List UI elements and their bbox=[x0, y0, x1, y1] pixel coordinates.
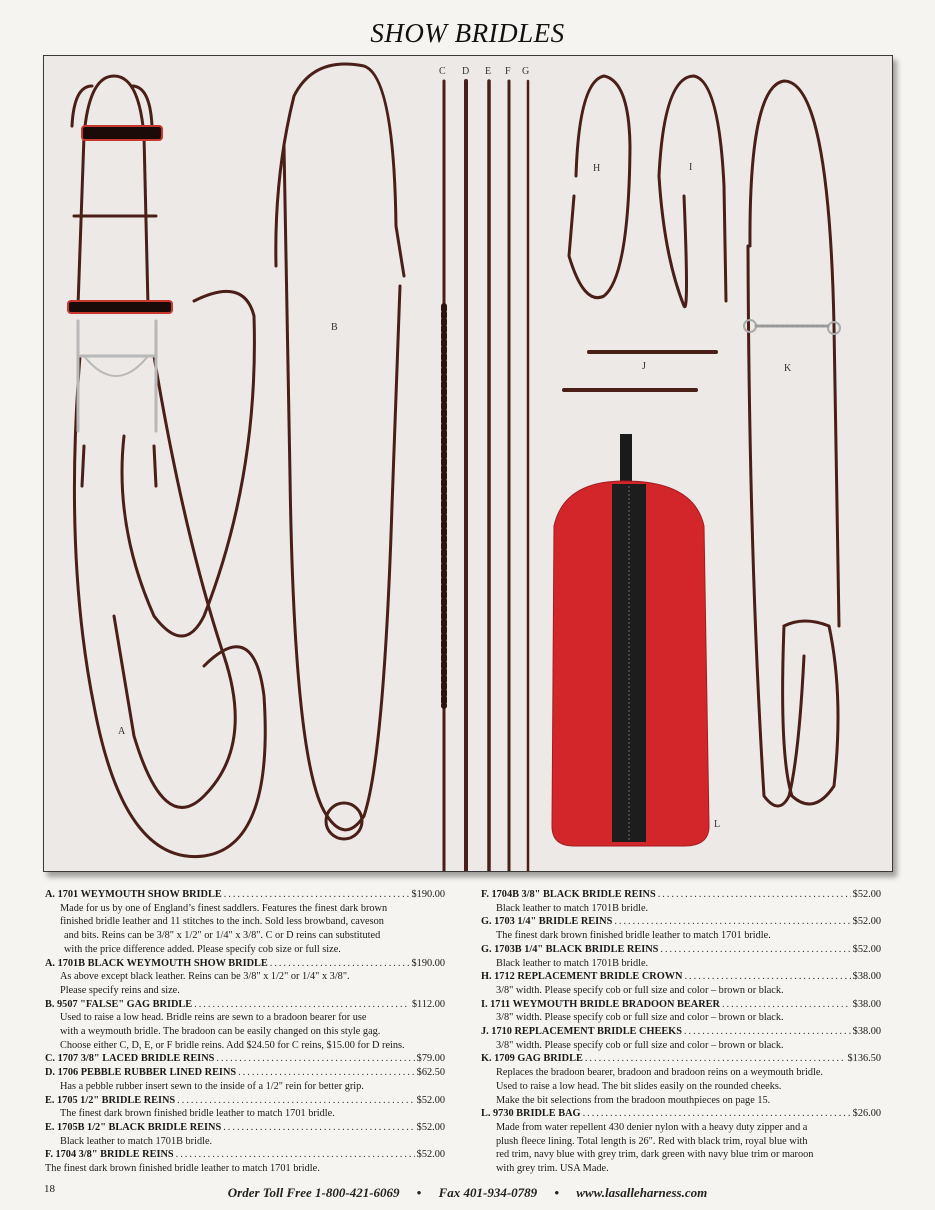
entry-heading-row bbox=[481, 1107, 881, 1121]
entry-heading-row bbox=[45, 1066, 445, 1080]
dot-leader bbox=[684, 970, 850, 984]
entry-description-line: with the price difference added. Please specify cob size or full size. bbox=[64, 943, 341, 955]
label-k: K bbox=[784, 363, 792, 374]
entry-description-line: Black leather to match 1701B bridle. bbox=[496, 902, 649, 914]
dot-leader bbox=[658, 888, 851, 902]
dot-leader bbox=[684, 1025, 851, 1039]
catalog-entry bbox=[481, 1107, 881, 1176]
catalog-entry bbox=[481, 915, 881, 942]
entry-description-line: Used to raise a low head. The bit slides easily on the rounded cheeks. bbox=[496, 1080, 782, 1092]
dot-leader bbox=[224, 888, 410, 902]
entry-title: G. 1703B 1/4" BLACK BRIDLE REINS bbox=[481, 943, 659, 955]
entry-price: $52.00 bbox=[852, 943, 881, 955]
catalog-entry bbox=[45, 1148, 445, 1175]
label-j: J bbox=[642, 361, 646, 372]
catalog-entry bbox=[481, 943, 881, 970]
entry-price: $38.00 bbox=[852, 971, 881, 983]
entry-description-line: red trim, navy blue with grey trim, dark green with navy blue trim or maroon bbox=[496, 1149, 814, 1161]
gag-bridle-k-image bbox=[744, 81, 840, 806]
label-a: A bbox=[118, 726, 126, 737]
dot-leader bbox=[722, 998, 851, 1012]
catalog-entry bbox=[481, 970, 881, 997]
entry-price: $79.00 bbox=[416, 1053, 445, 1065]
dot-leader bbox=[194, 998, 410, 1012]
entry-heading-row bbox=[481, 1025, 881, 1039]
entry-price: $52.00 bbox=[852, 889, 881, 900]
entry-description-line: The finest dark brown finished bridle leather to match 1701 bridle. bbox=[60, 1108, 335, 1120]
entry-title: L. 9730 BRIDLE BAG bbox=[481, 1108, 581, 1120]
entry-title: C. 1707 3/8" LACED BRIDLE REINS bbox=[45, 1053, 215, 1065]
caveson-image bbox=[68, 301, 172, 313]
bridle-reins-image bbox=[444, 81, 528, 871]
entry-heading-row bbox=[45, 1121, 445, 1135]
entry-description-line: with grey trim. USA Made. bbox=[496, 1163, 609, 1175]
catalog-entry bbox=[481, 1052, 881, 1107]
footer-separator: • bbox=[554, 1185, 559, 1200]
entry-description-line: Made for us by one of England’s finest saddlers. Features the finest dark brown bbox=[60, 902, 388, 914]
page-number: 18 bbox=[44, 1183, 55, 1195]
entry-title: E. 1705B 1/2" BLACK BRIDLE REINS bbox=[45, 1121, 222, 1133]
entry-title: J. 1710 REPLACEMENT BRIDLE CHEEKS bbox=[481, 1026, 682, 1038]
entry-heading-row bbox=[45, 1148, 445, 1162]
entry-title: G. 1703 1/4" BRIDLE REINS bbox=[481, 916, 613, 928]
entry-description-line: Please specify reins and size. bbox=[60, 984, 180, 996]
entry-heading-row bbox=[481, 943, 881, 957]
footer-contact bbox=[0, 1185, 935, 1201]
entry-description-line: Choose either C, D, E, or F bridle reins. Add $24.50 for C reins, $15.00 for D reins. bbox=[60, 1039, 405, 1051]
entry-description-line: Black leather to match 1701B bridle. bbox=[60, 1135, 213, 1147]
dot-leader bbox=[585, 1052, 846, 1066]
label-g: G bbox=[522, 66, 530, 77]
dot-leader bbox=[176, 1148, 415, 1162]
entry-heading-row bbox=[481, 915, 881, 929]
entry-heading-row bbox=[481, 998, 881, 1012]
catalog-entry bbox=[45, 998, 445, 1053]
entry-title: E. 1705 1/2" BRIDLE REINS bbox=[45, 1094, 176, 1106]
order-phone: Order Toll Free 1-800-421-6069 bbox=[227, 1185, 400, 1200]
catalog-entry bbox=[45, 1121, 445, 1148]
entry-description-line: finished bridle leather and 11 stitches to the inch. Sold less browband, caveson bbox=[60, 916, 384, 928]
entry-price: $52.00 bbox=[416, 1149, 445, 1161]
entry-price: $38.00 bbox=[852, 998, 881, 1010]
website-link[interactable]: www.lasalleharness.com bbox=[576, 1185, 708, 1200]
entry-description-line: 3/8" width. Please specify cob or full size and color – brown or black. bbox=[496, 1039, 784, 1051]
entry-description-line: and bits. Reins can be 3/8" x 1/2" or 1/4" x 3/8". C or D reins can substituted bbox=[64, 930, 381, 942]
entry-title: D. 1706 PEBBLE RUBBER LINED REINS bbox=[45, 1067, 237, 1079]
entry-price: $38.00 bbox=[852, 1026, 881, 1038]
dot-leader bbox=[660, 943, 850, 957]
entry-heading-row bbox=[45, 998, 445, 1012]
browband-image bbox=[82, 126, 162, 140]
entry-price: $52.00 bbox=[416, 1121, 445, 1133]
entry-heading-row bbox=[45, 1094, 445, 1108]
entry-heading-row bbox=[45, 1052, 445, 1066]
catalog-entry bbox=[481, 1025, 881, 1052]
catalog-right-column bbox=[481, 888, 881, 1176]
label-d: D bbox=[462, 66, 470, 77]
entry-title: F. 1704 3/8" BRIDLE REINS bbox=[45, 1149, 174, 1161]
catalog-entry bbox=[481, 998, 881, 1025]
catalog-entry bbox=[45, 888, 445, 957]
entry-heading-row bbox=[481, 1052, 881, 1066]
entry-description-line: As above except black leather. Reins can be 3/8" x 1/2" or 1/4" x 3/8". bbox=[60, 971, 350, 983]
label-b: B bbox=[331, 322, 338, 333]
catalog-entry bbox=[45, 1094, 445, 1121]
entry-price: $62.50 bbox=[416, 1067, 445, 1079]
gag-bridle-image bbox=[276, 64, 404, 839]
bridle-crown-image bbox=[569, 76, 630, 298]
entry-description-line: plush fleece lining. Total length is 26". Red with black trim, royal blue with bbox=[496, 1135, 808, 1147]
bridle-bag-image bbox=[552, 434, 709, 846]
entry-description-line: Black leather to match 1701B bridle. bbox=[496, 957, 649, 969]
entry-description-line: Replaces the bradoon bearer, bradoon and bradoon reins on a weymouth bridle. bbox=[496, 1067, 823, 1079]
entry-price: $52.00 bbox=[852, 916, 881, 928]
entry-price: $112.00 bbox=[411, 998, 445, 1010]
page-title: SHOW BRIDLES bbox=[370, 18, 565, 48]
entry-description-line: 3/8" width. Please specify cob or full size and color – brown or black. bbox=[496, 984, 784, 996]
entry-description-line: The finest dark brown finished bridle leather to match 1701 bridle. bbox=[496, 930, 771, 942]
entry-heading-row bbox=[45, 957, 445, 971]
catalog-left-column bbox=[45, 888, 445, 1176]
label-e: E bbox=[485, 66, 492, 77]
entry-description-line: 3/8" width. Please specify cob or full size and color – brown or black. bbox=[496, 1012, 784, 1024]
product-photo bbox=[43, 55, 893, 872]
entry-price: $190.00 bbox=[411, 889, 445, 900]
entry-heading-row bbox=[481, 970, 881, 984]
dot-leader bbox=[216, 1052, 414, 1066]
entry-title: A. 1701 WEYMOUTH SHOW BRIDLE bbox=[45, 889, 222, 900]
entry-price: $52.00 bbox=[416, 1094, 445, 1106]
catalog-entry bbox=[45, 1052, 445, 1066]
entry-price: $190.00 bbox=[411, 957, 445, 969]
label-i: I bbox=[689, 162, 693, 173]
footer-separator: • bbox=[416, 1185, 422, 1200]
label-h: H bbox=[593, 163, 601, 174]
label-c: C bbox=[439, 66, 446, 77]
entry-title: K. 1709 GAG BRIDLE bbox=[481, 1053, 583, 1065]
dot-leader bbox=[270, 957, 410, 971]
entry-description-line: Make the bit selections from the bradoon mouthpieces on page 15. bbox=[496, 1094, 771, 1106]
label-l: L bbox=[714, 819, 721, 830]
bridles-illustration bbox=[44, 56, 892, 871]
entry-description-line: Has a pebble rubber insert sewn to the inside of a 1/2" rein for better grip. bbox=[60, 1080, 364, 1092]
entry-price: $26.00 bbox=[852, 1108, 881, 1120]
fax-number: Fax 401-934-0789 bbox=[438, 1185, 538, 1200]
label-f: F bbox=[505, 66, 511, 77]
entry-title: B. 9507 "FALSE" GAG BRIDLE bbox=[45, 998, 193, 1010]
entry-price: $136.50 bbox=[847, 1053, 881, 1065]
dot-leader bbox=[583, 1107, 851, 1121]
catalog-entry bbox=[481, 888, 881, 915]
entry-title: F. 1704B 3/8" BLACK BRIDLE REINS bbox=[481, 889, 656, 900]
entry-description-line: The finest dark brown finished bridle leather to match 1701 bridle. bbox=[45, 1163, 320, 1175]
dot-leader bbox=[238, 1066, 415, 1080]
bradoon-bearer-image bbox=[659, 76, 726, 307]
dot-leader bbox=[614, 915, 850, 929]
catalog-entry bbox=[45, 1066, 445, 1093]
entry-heading-row bbox=[45, 888, 445, 902]
weymouth-bits-image bbox=[78, 321, 156, 431]
entry-title: A. 1701B BLACK WEYMOUTH SHOW BRIDLE bbox=[45, 957, 268, 969]
entry-heading-row bbox=[481, 888, 881, 902]
entry-title: I. 1711 WEYMOUTH BRIDLE BRADOON BEARER bbox=[481, 998, 720, 1010]
entry-title: H. 1712 REPLACEMENT BRIDLE CROWN bbox=[481, 971, 683, 983]
dot-leader bbox=[223, 1121, 414, 1135]
dot-leader bbox=[177, 1094, 415, 1108]
weymouth-bridle-image bbox=[72, 76, 265, 857]
entry-description-line: Made from water repellent 430 denier nylon with a heavy duty zipper and a bbox=[496, 1121, 808, 1133]
catalog-entry bbox=[45, 957, 445, 998]
entry-description-line: Used to raise a low head. Bridle reins are sewn to a bradoon bearer for use bbox=[60, 1012, 367, 1024]
entry-description-line: with a weymouth bridle. The bradoon can be easily changed on this style gag. bbox=[60, 1026, 381, 1038]
